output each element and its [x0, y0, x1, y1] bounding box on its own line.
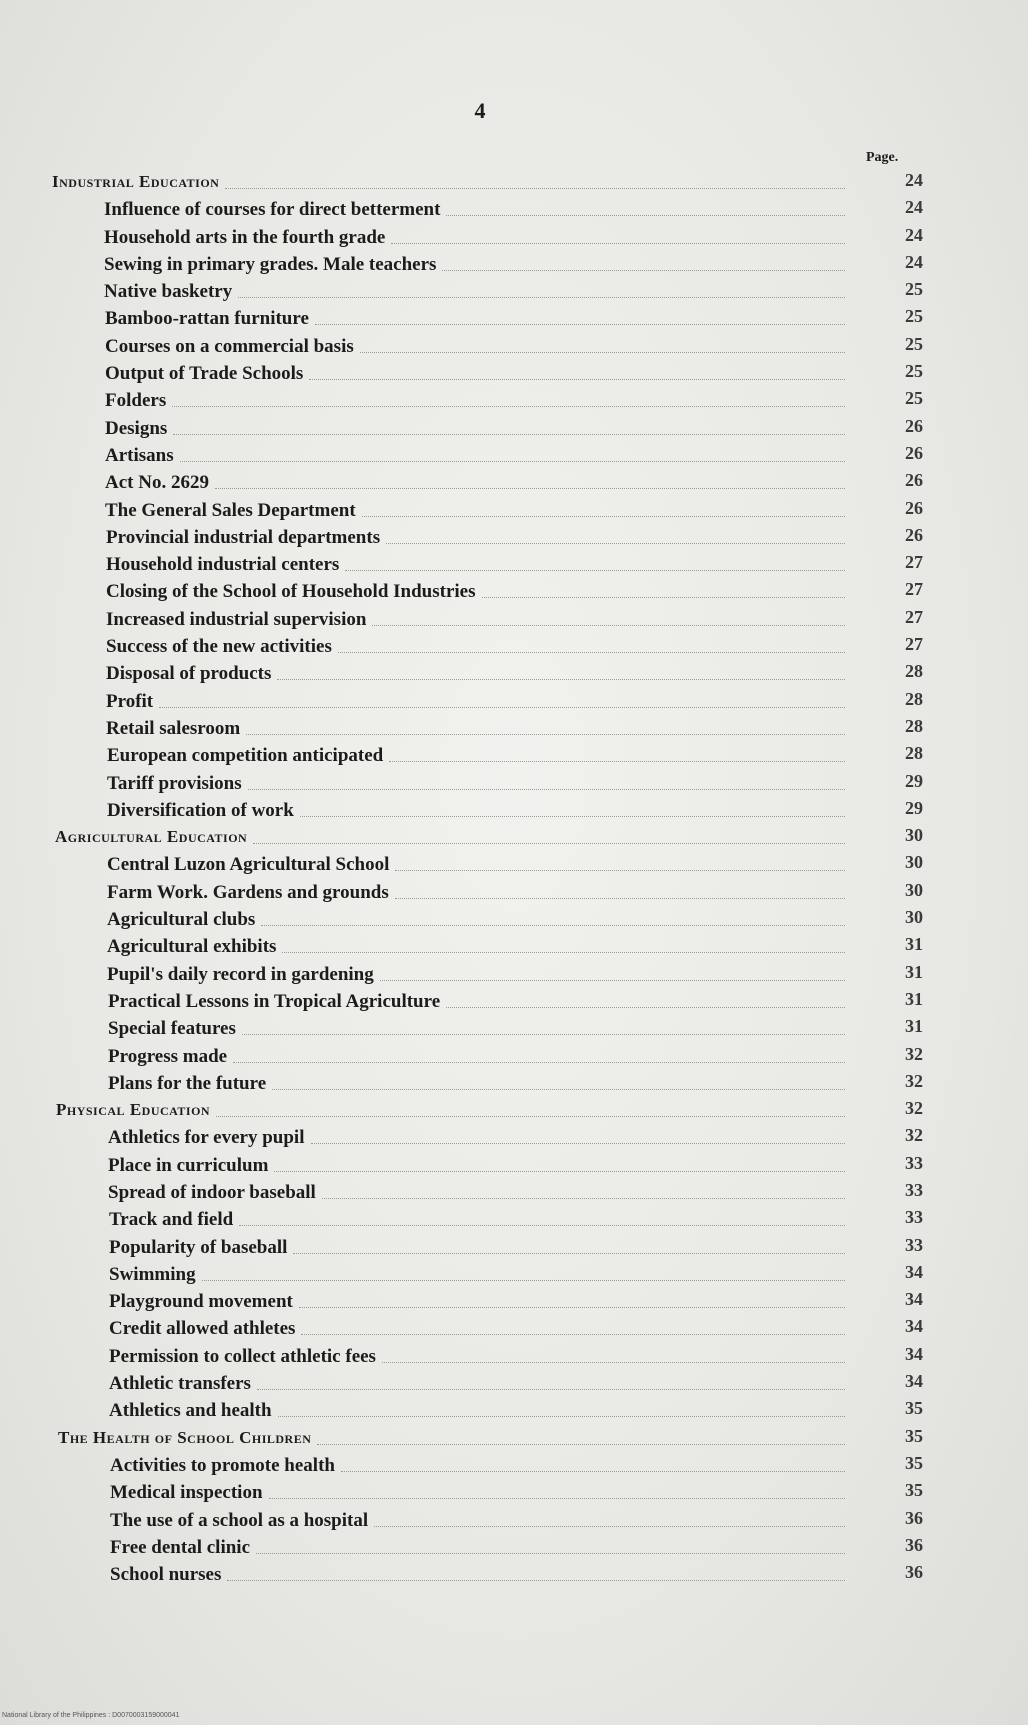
dot-leader — [233, 1062, 845, 1063]
dot-leader — [274, 1171, 845, 1172]
entry-page-number: 25 — [905, 333, 923, 354]
toc-entry — [0, 552, 1028, 579]
dot-leader — [382, 1362, 845, 1363]
dot-leader — [446, 1007, 845, 1008]
entry-title: Household arts in the fourth grade — [104, 226, 386, 248]
entry-page-number: 25 — [905, 279, 923, 300]
entry-title: Folders — [105, 390, 167, 412]
entry-page-number: 32 — [905, 1043, 923, 1064]
dot-leader — [239, 1225, 845, 1226]
toc-entry — [0, 1480, 1028, 1507]
entry-page-number: 34 — [905, 1371, 923, 1392]
toc-entry — [0, 1344, 1028, 1371]
entry-title: Artisans — [105, 444, 174, 466]
dot-leader — [253, 843, 845, 844]
dot-leader — [202, 1280, 845, 1281]
toc-entry — [0, 1180, 1028, 1207]
entry-title: Designs — [105, 417, 168, 439]
entry-title: Athletic transfers — [109, 1373, 251, 1395]
entry-page-number: 25 — [905, 306, 923, 327]
entry-page-number: 29 — [905, 797, 923, 818]
dot-leader — [215, 488, 845, 489]
dot-leader — [261, 925, 845, 926]
toc-entry — [0, 771, 1028, 798]
dot-leader — [299, 1307, 845, 1308]
toc-entry — [0, 1125, 1028, 1152]
dot-leader — [322, 1198, 845, 1199]
dot-leader — [341, 1471, 845, 1472]
entry-page-number: 33 — [905, 1179, 923, 1200]
entry-title: Playground movement — [109, 1291, 293, 1313]
dot-leader — [442, 270, 845, 271]
entry-page-number: 28 — [905, 743, 923, 764]
section-title: Physical Education — [56, 1100, 211, 1120]
entry-page-number: 26 — [905, 415, 923, 436]
dot-leader — [246, 734, 845, 735]
entry-page-number: 27 — [905, 634, 923, 655]
entry-title: Tariff provisions — [107, 772, 242, 794]
dot-leader — [216, 1116, 845, 1117]
entry-page-number: 34 — [905, 1343, 923, 1364]
dot-leader — [238, 297, 845, 298]
entry-title: Track and field — [109, 1209, 234, 1231]
entry-title: Central Luzon Agricultural School — [107, 854, 390, 876]
toc-entry — [0, 798, 1028, 825]
entry-page-number: 30 — [905, 879, 923, 900]
toc-entry — [0, 1071, 1028, 1098]
entry-page-number: 24 — [905, 170, 923, 190]
dot-leader — [482, 597, 845, 598]
section-title: Agricultural Education — [55, 827, 248, 847]
entry-title: Provincial industrial departments — [106, 526, 381, 548]
entry-page-number: 31 — [905, 1016, 923, 1037]
dot-leader — [256, 1553, 845, 1554]
dot-leader — [380, 980, 845, 981]
dot-leader — [309, 379, 845, 380]
table-of-contents — [0, 170, 1028, 1589]
entry-title: Athletics and health — [109, 1400, 272, 1422]
entry-title: The General Sales Department — [105, 499, 356, 521]
dot-leader — [395, 898, 845, 899]
entry-page-number: 25 — [905, 361, 923, 382]
entry-title: Spread of indoor baseball — [108, 1181, 316, 1203]
toc-entry — [0, 1207, 1028, 1234]
toc-entry — [0, 661, 1028, 688]
entry-page-number: 33 — [905, 1152, 923, 1173]
entry-title: The use of a school as a hospital — [110, 1509, 369, 1531]
entry-title: Agricultural clubs — [107, 909, 256, 931]
dot-leader — [345, 570, 845, 571]
toc-entry — [0, 498, 1028, 525]
dot-leader — [391, 243, 845, 244]
toc-entry — [0, 1508, 1028, 1535]
toc-entry — [0, 525, 1028, 552]
toc-entry — [0, 1398, 1028, 1425]
dot-leader — [159, 707, 845, 708]
entry-page-number: 30 — [905, 825, 923, 846]
entry-title: Credit allowed athletes — [109, 1318, 296, 1340]
entry-page-number: 36 — [905, 1507, 923, 1528]
entry-page-number: 35 — [905, 1480, 923, 1501]
page-column-label: Page. — [866, 150, 899, 165]
entry-title: Athletics for every pupil — [108, 1127, 305, 1149]
dot-leader — [172, 406, 845, 407]
entry-page-number: 26 — [905, 470, 923, 491]
entry-page-number: 34 — [905, 1261, 923, 1282]
dot-leader — [242, 1034, 845, 1035]
toc-entry — [0, 1262, 1028, 1289]
entry-title: Act No. 2629 — [105, 472, 209, 494]
toc-entry — [0, 1535, 1028, 1562]
entry-page-number: 28 — [905, 688, 923, 709]
entry-page-number: 24 — [905, 197, 923, 218]
dot-leader — [374, 1526, 845, 1527]
entry-page-number: 31 — [905, 961, 923, 982]
toc-entry — [0, 279, 1028, 306]
dot-leader — [173, 434, 845, 435]
entry-title: Special features — [108, 1018, 236, 1040]
section-title: The Health of School Children — [58, 1427, 312, 1447]
dot-leader — [360, 352, 845, 353]
toc-entry — [0, 1371, 1028, 1398]
entry-title: Swimming — [109, 1263, 196, 1285]
dot-leader — [248, 789, 845, 790]
dot-leader — [278, 1416, 845, 1417]
toc-entry — [0, 1235, 1028, 1262]
dot-leader — [315, 324, 845, 325]
entry-page-number: 33 — [905, 1234, 923, 1255]
toc-entry — [0, 1044, 1028, 1071]
entry-title: Disposal of products — [106, 663, 272, 685]
entry-title: Place in curriculum — [108, 1154, 269, 1176]
toc-entry — [0, 197, 1028, 224]
entry-page-number: 32 — [905, 1125, 923, 1146]
entry-title: Medical inspection — [110, 1482, 263, 1504]
entry-page-number: 30 — [905, 907, 923, 928]
toc-entry — [0, 1016, 1028, 1043]
toc-entry — [0, 907, 1028, 934]
dot-leader — [372, 625, 845, 626]
entry-title: Permission to collect athletic fees — [109, 1345, 376, 1367]
toc-entry — [0, 1289, 1028, 1316]
toc-section-heading — [0, 1426, 1028, 1453]
entry-title: Popularity of baseball — [109, 1236, 288, 1258]
entry-page-number: 26 — [905, 497, 923, 518]
dot-leader — [300, 816, 845, 817]
entry-page-number: 32 — [905, 1070, 923, 1091]
toc-entry — [0, 716, 1028, 743]
dot-leader — [389, 761, 845, 762]
dot-leader — [277, 679, 845, 680]
entry-title: Influence of courses for direct betterment — [104, 199, 441, 221]
dot-leader — [282, 952, 845, 953]
entry-title: Increased industrial supervision — [106, 608, 367, 630]
dot-leader — [272, 1089, 845, 1090]
toc-entry — [0, 1316, 1028, 1343]
dot-leader — [386, 543, 845, 544]
entry-title: Activities to promote health — [110, 1454, 335, 1476]
entry-page-number: 25 — [905, 388, 923, 409]
entry-title: Diversification of work — [107, 799, 294, 821]
dot-leader — [362, 516, 845, 517]
entry-title: Native basketry — [104, 281, 233, 303]
entry-title: Practical Lessons in Tropical Agriculture — [108, 990, 441, 1012]
entry-page-number: 27 — [905, 552, 923, 573]
entry-title: Courses on a commercial basis — [105, 335, 354, 357]
toc-entry — [0, 743, 1028, 770]
toc-entry — [0, 634, 1028, 661]
entry-title: Pupil's daily record in gardening — [107, 963, 374, 985]
entry-title: School nurses — [110, 1564, 222, 1586]
entry-title: Profit — [106, 690, 154, 712]
entry-page-number: 35 — [905, 1398, 923, 1419]
dot-leader — [395, 870, 845, 871]
entry-page-number: 36 — [905, 1562, 923, 1583]
toc-entry — [0, 361, 1028, 388]
dot-leader — [293, 1253, 845, 1254]
toc-entry — [0, 1562, 1028, 1589]
section-title: Industrial Education — [52, 172, 220, 191]
entry-title: Farm Work. Gardens and grounds — [107, 881, 389, 903]
dot-leader — [257, 1389, 845, 1390]
toc-entry — [0, 852, 1028, 879]
toc-entry — [0, 989, 1028, 1016]
toc-entry — [0, 252, 1028, 279]
toc-entry — [0, 334, 1028, 361]
toc-entry — [0, 1153, 1028, 1180]
entry-page-number: 36 — [905, 1534, 923, 1555]
entry-title: Plans for the future — [108, 1072, 267, 1094]
entry-page-number: 31 — [905, 934, 923, 955]
entry-title: Progress made — [108, 1045, 228, 1067]
entry-title: Output of Trade Schools — [105, 363, 304, 385]
entry-title: Sewing in primary grades. Male teachers — [104, 253, 437, 275]
toc-entry — [0, 934, 1028, 961]
entry-title: Free dental clinic — [110, 1536, 251, 1558]
entry-title: European competition anticipated — [107, 745, 384, 767]
entry-title: Closing of the School of Household Industries — [106, 581, 476, 603]
toc-entry — [0, 880, 1028, 907]
entry-title: Success of the new activities — [106, 636, 332, 658]
entry-page-number: 24 — [905, 251, 923, 272]
toc-entry — [0, 689, 1028, 716]
toc-entry — [0, 607, 1028, 634]
entry-page-number: 26 — [905, 524, 923, 545]
toc-entry — [0, 416, 1028, 443]
entry-page-number: 27 — [905, 606, 923, 627]
toc-entry — [0, 579, 1028, 606]
entry-title: Household industrial centers — [106, 554, 340, 576]
toc-entry — [0, 1453, 1028, 1480]
toc-entry — [0, 470, 1028, 497]
entry-title: Agricultural exhibits — [107, 936, 277, 958]
dot-leader — [311, 1143, 845, 1144]
page-number: 4 — [474, 98, 486, 123]
entry-page-number: 24 — [905, 224, 923, 245]
toc-section-heading — [0, 825, 1028, 852]
toc-entry — [0, 306, 1028, 333]
entry-page-number: 28 — [905, 661, 923, 682]
dot-leader — [446, 215, 845, 216]
entry-title: Retail salesroom — [106, 717, 241, 739]
entry-title: Bamboo-rattan furniture — [105, 308, 309, 330]
toc-entry — [0, 962, 1028, 989]
toc-entry — [0, 225, 1028, 252]
entry-page-number: 32 — [905, 1098, 923, 1119]
entry-page-number: 35 — [905, 1452, 923, 1473]
toc-entry — [0, 388, 1028, 415]
entry-page-number: 28 — [905, 715, 923, 736]
dot-leader — [225, 188, 845, 189]
toc-entry — [0, 443, 1028, 470]
entry-page-number: 33 — [905, 1207, 923, 1228]
entry-page-number: 29 — [905, 770, 923, 791]
entry-page-number: 31 — [905, 988, 923, 1009]
dot-leader — [317, 1444, 845, 1445]
dot-leader — [301, 1334, 845, 1335]
dot-leader — [338, 652, 845, 653]
dot-leader — [269, 1498, 845, 1499]
footer-attribution: National Library of the Philippines : D0070003159000041 — [2, 1712, 180, 1719]
toc-section-heading — [0, 1098, 1028, 1125]
entry-page-number: 26 — [905, 442, 923, 463]
dot-leader — [227, 1580, 845, 1581]
entry-page-number: 27 — [905, 579, 923, 600]
entry-page-number: 34 — [905, 1289, 923, 1310]
dot-leader — [180, 461, 845, 462]
entry-page-number: 35 — [905, 1425, 923, 1446]
entry-page-number: 34 — [905, 1316, 923, 1337]
toc-section-heading — [0, 170, 1028, 197]
entry-page-number: 30 — [905, 852, 923, 873]
